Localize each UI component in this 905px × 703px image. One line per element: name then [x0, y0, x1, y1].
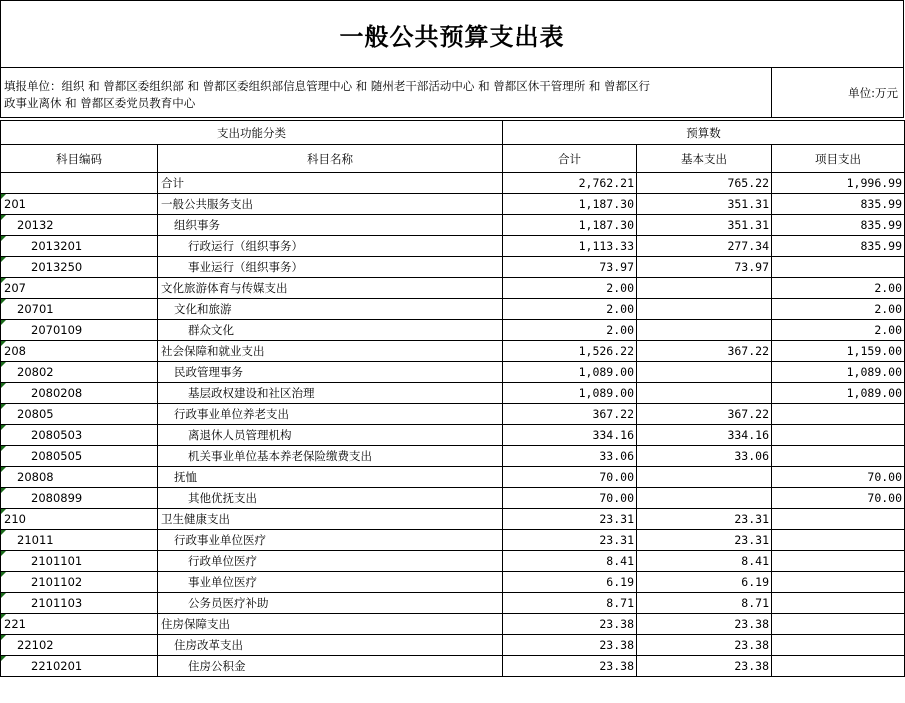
header-function-class: 支出功能分类: [1, 121, 503, 145]
cell-total: 2.00: [503, 320, 637, 341]
cell-project: [772, 530, 905, 551]
cell-name: 卫生健康支出: [158, 509, 503, 530]
table-row: [1, 383, 905, 404]
cell-project: [772, 257, 905, 278]
cell-name: 行政运行（组织事务）: [158, 236, 503, 257]
cell-project: 2.00: [772, 278, 905, 299]
cell-project: 70.00: [772, 467, 905, 488]
cell-basic: 277.34: [637, 236, 772, 257]
table-row: [1, 173, 905, 194]
cell-project: [772, 656, 905, 677]
cell-project: [772, 635, 905, 656]
header-name: 科目名称: [158, 145, 503, 173]
table-row: [1, 509, 905, 530]
cell-project: [772, 404, 905, 425]
table-row: [1, 362, 905, 383]
cell-name: 群众文化: [158, 320, 503, 341]
cell-code: 2080505: [1, 446, 158, 467]
table-row: [1, 320, 905, 341]
cell-project: 1,089.00: [772, 362, 905, 383]
cell-total: 2,762.21: [503, 173, 637, 194]
table-row: [1, 215, 905, 236]
table-row: [1, 404, 905, 425]
cell-basic: 73.97: [637, 257, 772, 278]
cell-basic: [637, 488, 772, 509]
cell-basic: 8.41: [637, 551, 772, 572]
cell-total: 8.71: [503, 593, 637, 614]
cell-total: 1,526.22: [503, 341, 637, 362]
table-row: [1, 572, 905, 593]
cell-total: 334.16: [503, 425, 637, 446]
cell-total: 23.31: [503, 509, 637, 530]
unit-info-row: [0, 67, 904, 118]
cell-code: 2101101: [1, 551, 158, 572]
header-budget: 预算数: [503, 121, 905, 145]
header-total: 合计: [503, 145, 637, 173]
table-row: [1, 656, 905, 677]
table-row: [1, 278, 905, 299]
table-row: [1, 236, 905, 257]
cell-name: 住房改革支出: [158, 635, 503, 656]
cell-total: 1,113.33: [503, 236, 637, 257]
cell-total: 70.00: [503, 488, 637, 509]
cell-code: 22102: [1, 635, 158, 656]
cell-code: 2101102: [1, 572, 158, 593]
cell-total: 73.97: [503, 257, 637, 278]
cell-basic: [637, 383, 772, 404]
cell-total: 367.22: [503, 404, 637, 425]
cell-code: 20808: [1, 467, 158, 488]
table-row: [1, 488, 905, 509]
cell-code: 20802: [1, 362, 158, 383]
cell-project: [772, 572, 905, 593]
table-body: [1, 173, 905, 677]
table-row: [1, 467, 905, 488]
cell-code: 2080503: [1, 425, 158, 446]
cell-name: 行政事业单位养老支出: [158, 404, 503, 425]
table-row: [1, 425, 905, 446]
cell-code: 2013250: [1, 257, 158, 278]
cell-code: 210: [1, 509, 158, 530]
cell-name: 合计: [158, 173, 503, 194]
cell-basic: 367.22: [637, 341, 772, 362]
header-code: 科目编码: [1, 145, 158, 173]
cell-project: 835.99: [772, 236, 905, 257]
cell-name: 事业运行（组织事务）: [158, 257, 503, 278]
table-row: [1, 446, 905, 467]
cell-basic: [637, 467, 772, 488]
cell-code: 201: [1, 194, 158, 215]
header-row-columns: [1, 145, 905, 173]
cell-basic: 33.06: [637, 446, 772, 467]
cell-basic: 23.38: [637, 656, 772, 677]
cell-code: 2210201: [1, 656, 158, 677]
cell-code: 2080899: [1, 488, 158, 509]
cell-code: 20701: [1, 299, 158, 320]
cell-project: 70.00: [772, 488, 905, 509]
cell-project: 835.99: [772, 194, 905, 215]
cell-basic: 334.16: [637, 425, 772, 446]
cell-name: 抚恤: [158, 467, 503, 488]
cell-project: 2.00: [772, 299, 905, 320]
cell-total: 2.00: [503, 299, 637, 320]
cell-basic: 8.71: [637, 593, 772, 614]
cell-name: 文化旅游体育与传媒支出: [158, 278, 503, 299]
cell-name: 离退休人员管理机构: [158, 425, 503, 446]
cell-total: 23.31: [503, 530, 637, 551]
cell-code: 21011: [1, 530, 158, 551]
cell-total: 23.38: [503, 614, 637, 635]
table-row: [1, 341, 905, 362]
cell-name: 一般公共服务支出: [158, 194, 503, 215]
cell-total: 1,187.30: [503, 215, 637, 236]
cell-project: [772, 509, 905, 530]
cell-project: 2.00: [772, 320, 905, 341]
header-project: 项目支出: [772, 145, 905, 173]
cell-total: 8.41: [503, 551, 637, 572]
cell-project: 835.99: [772, 215, 905, 236]
table-row: [1, 530, 905, 551]
table-row: [1, 257, 905, 278]
cell-name: 基层政权建设和社区治理: [158, 383, 503, 404]
cell-total: 6.19: [503, 572, 637, 593]
cell-basic: [637, 278, 772, 299]
cell-code: 221: [1, 614, 158, 635]
cell-project: [772, 551, 905, 572]
cell-basic: 23.31: [637, 509, 772, 530]
cell-basic: 6.19: [637, 572, 772, 593]
cell-basic: 765.22: [637, 173, 772, 194]
cell-name: 住房公积金: [158, 656, 503, 677]
cell-total: 23.38: [503, 656, 637, 677]
page-title: 一般公共预算支出表: [339, 21, 565, 51]
cell-code: 20132: [1, 215, 158, 236]
cell-project: [772, 425, 905, 446]
table-row: [1, 635, 905, 656]
header-basic: 基本支出: [637, 145, 772, 173]
cell-project: 1,089.00: [772, 383, 905, 404]
title-bar: [0, 0, 904, 68]
cell-project: [772, 614, 905, 635]
cell-basic: [637, 362, 772, 383]
cell-name: 民政管理事务: [158, 362, 503, 383]
cell-project: 1,159.00: [772, 341, 905, 362]
cell-code: 2101103: [1, 593, 158, 614]
cell-total: 1,089.00: [503, 383, 637, 404]
cell-name: 行政单位医疗: [158, 551, 503, 572]
cell-code: 208: [1, 341, 158, 362]
cell-total: 1,187.30: [503, 194, 637, 215]
cell-name: 事业单位医疗: [158, 572, 503, 593]
cell-total: 2.00: [503, 278, 637, 299]
cell-code: [1, 173, 158, 194]
table-row: [1, 194, 905, 215]
table-row: [1, 551, 905, 572]
cell-project: [772, 593, 905, 614]
cell-code: 2013201: [1, 236, 158, 257]
cell-name: 行政事业单位医疗: [158, 530, 503, 551]
cell-code: 20805: [1, 404, 158, 425]
cell-code: 2070109: [1, 320, 158, 341]
cell-basic: [637, 320, 772, 341]
reporting-unit: [1, 68, 772, 117]
reporting-unit-line-2: 政事业离休 和 曾都区委党员教育中心: [4, 96, 196, 110]
cell-name: 文化和旅游: [158, 299, 503, 320]
cell-basic: 23.31: [637, 530, 772, 551]
table-row: [1, 299, 905, 320]
cell-basic: 23.38: [637, 614, 772, 635]
cell-project: 1,996.99: [772, 173, 905, 194]
cell-name: 组织事务: [158, 215, 503, 236]
cell-name: 公务员医疗补助: [158, 593, 503, 614]
cell-basic: 351.31: [637, 194, 772, 215]
header-row-group: [1, 121, 905, 145]
cell-name: 其他优抚支出: [158, 488, 503, 509]
currency-unit: 单位:万元: [848, 85, 898, 100]
cell-total: 1,089.00: [503, 362, 637, 383]
cell-name: 住房保障支出: [158, 614, 503, 635]
cell-code: 2080208: [1, 383, 158, 404]
cell-code: 207: [1, 278, 158, 299]
cell-basic: 23.38: [637, 635, 772, 656]
cell-name: 社会保障和就业支出: [158, 341, 503, 362]
budget-table: [0, 120, 905, 677]
cell-name: 机关事业单位基本养老保险缴费支出: [158, 446, 503, 467]
cell-total: 70.00: [503, 467, 637, 488]
cell-basic: 367.22: [637, 404, 772, 425]
cell-basic: 351.31: [637, 215, 772, 236]
cell-basic: [637, 299, 772, 320]
table-row: [1, 593, 905, 614]
cell-total: 23.38: [503, 635, 637, 656]
reporting-unit-line-1: 填报单位：组织 和 曾都区委组织部 和 曾都区委组织部信息管理中心 和 随州老干部活动中心 和 曾都区休干管理所 和 曾都区行: [4, 79, 651, 93]
table-row: [1, 614, 905, 635]
cell-total: 33.06: [503, 446, 637, 467]
cell-project: [772, 446, 905, 467]
